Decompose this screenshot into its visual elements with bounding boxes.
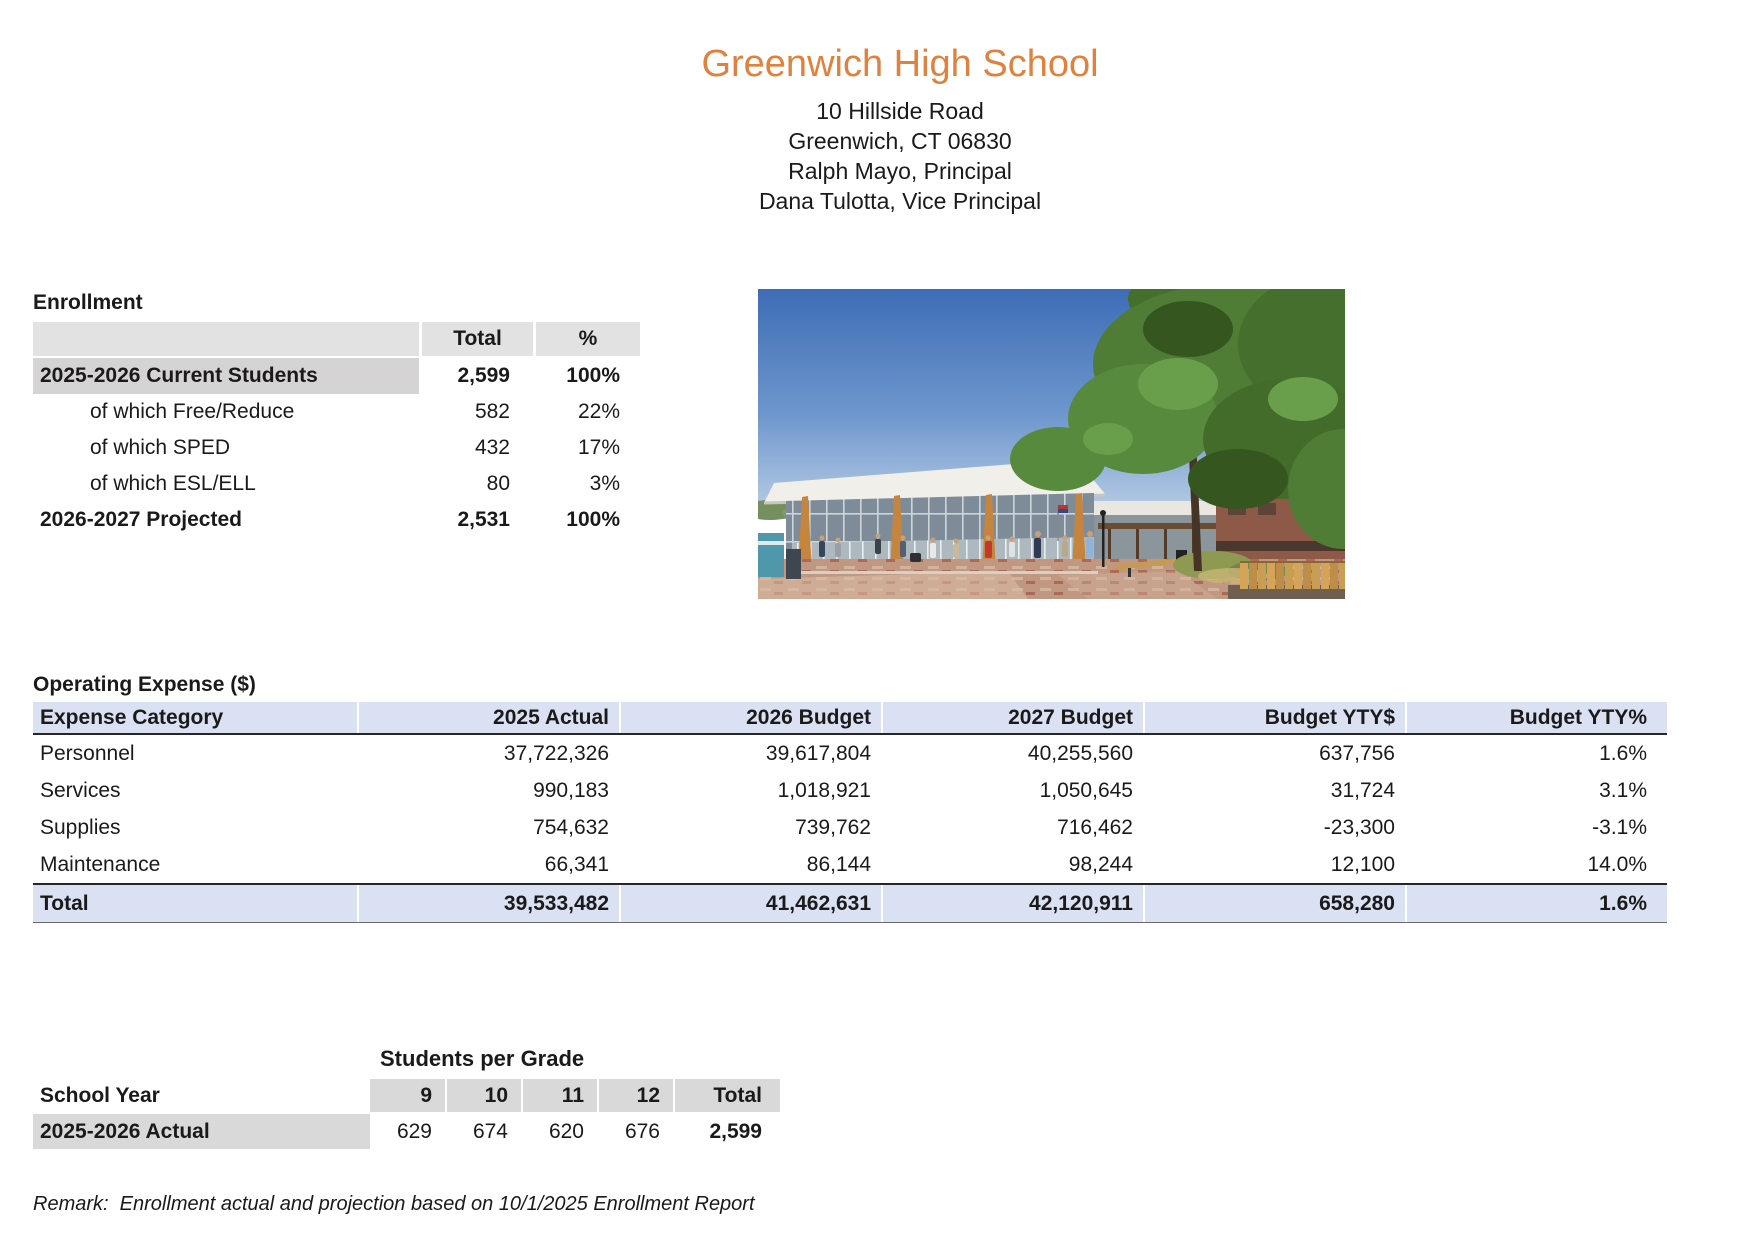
table-row: [33, 846, 1667, 883]
table-row: [33, 809, 1667, 846]
table-cell: -3.1%: [1592, 816, 1647, 839]
table-cell: 11: [521, 1079, 597, 1112]
table-cell: 22%: [577, 400, 620, 423]
table-row: [33, 772, 1667, 809]
enrollment-header-row: [33, 322, 640, 358]
table-cell: 2027 Budget: [881, 702, 1143, 733]
expense-header-row: [33, 702, 1667, 735]
table-cell: Services: [40, 779, 121, 802]
table-cell: 12: [597, 1079, 673, 1112]
table-cell: 2025-2026 Actual: [33, 1114, 370, 1149]
table-cell: 3.1%: [1599, 779, 1647, 802]
table-cell: 658,280: [1143, 885, 1405, 922]
table-row: [33, 430, 640, 466]
expense-total-row: [33, 883, 1667, 923]
students-per-grade-table: [33, 1079, 780, 1149]
table-cell: 1.6%: [1405, 885, 1667, 922]
table-cell: 716,462: [1057, 816, 1133, 839]
table-row: [33, 502, 640, 538]
table-cell: Budget YTY%: [1405, 702, 1667, 733]
table-cell: 2025-2026 Current Students: [33, 358, 419, 394]
school-photo: [758, 289, 1345, 599]
table-cell: School Year: [40, 1084, 160, 1107]
table-cell: 3%: [589, 472, 620, 495]
table-cell: [33, 322, 419, 356]
table-cell: 100%: [566, 508, 620, 531]
principal-line: Ralph Mayo, Principal: [788, 158, 1012, 184]
table-cell: 42,120,911: [881, 885, 1143, 922]
table-cell: 582: [474, 400, 510, 423]
enrollment-section: [33, 290, 640, 538]
table-cell: 2,599: [457, 364, 510, 387]
table-cell: 12,100: [1330, 853, 1395, 876]
table-cell: 14.0%: [1587, 853, 1647, 876]
table-cell: 1,018,921: [777, 779, 871, 802]
table-cell: of which SPED: [90, 436, 231, 459]
table-cell: 637,756: [1319, 742, 1395, 765]
table-cell: Personnel: [40, 742, 135, 765]
table-cell: 2026-2027 Projected: [40, 508, 242, 531]
table-cell: 620: [548, 1120, 584, 1143]
table-cell: 674: [472, 1120, 508, 1143]
operating-expense-section: [33, 672, 1667, 923]
students-per-grade-title: Students per Grade: [380, 1046, 585, 1071]
table-cell: -23,300: [1323, 816, 1395, 839]
table-cell: %: [533, 322, 640, 356]
table-cell: 40,255,560: [1027, 742, 1133, 765]
table-cell: of which Free/Reduce: [90, 400, 295, 423]
enrollment-title: Enrollment: [33, 291, 143, 314]
remark-note: Remark: Enrollment actual and projection based on 10/1/2025 Enrollment Report: [33, 1193, 755, 1215]
table-cell: of which ESL/ELL: [90, 472, 256, 495]
table-cell: 990,183: [533, 779, 609, 802]
table-cell: 86,144: [806, 853, 871, 876]
table-cell: Expense Category: [40, 706, 224, 729]
address-line-1: 10 Hillside Road: [816, 98, 984, 124]
table-cell: 2025 Actual: [357, 702, 619, 733]
table-row: [33, 1114, 780, 1149]
table-row: [33, 394, 640, 430]
table-cell: Total: [40, 892, 89, 915]
address-line-2: Greenwich, CT 06830: [788, 128, 1012, 154]
table-cell: Maintenance: [40, 853, 161, 876]
table-cell: 629: [396, 1120, 432, 1143]
table-cell: 31,724: [1330, 779, 1395, 802]
table-row: [33, 466, 640, 502]
operating-expense-title: Operating Expense ($): [33, 673, 256, 696]
grades-header-row: [33, 1079, 780, 1114]
table-cell: 37,722,326: [503, 742, 609, 765]
operating-expense-table: [33, 702, 1667, 923]
page-title: Greenwich High School: [701, 43, 1099, 85]
table-cell: 2,531: [457, 508, 510, 531]
table-cell: 100%: [566, 364, 620, 387]
table-cell: 80: [486, 472, 510, 495]
school-header: [28, 42, 1744, 216]
table-cell: 739,762: [795, 816, 871, 839]
table-cell: 17%: [577, 436, 620, 459]
table-cell: 9: [370, 1079, 445, 1112]
table-cell: 2026 Budget: [619, 702, 881, 733]
table-cell: 98,244: [1068, 853, 1133, 876]
table-cell: 432: [474, 436, 510, 459]
enrollment-table: [33, 322, 640, 538]
table-cell: Supplies: [40, 816, 121, 839]
table-cell: Budget YTY$: [1143, 702, 1405, 733]
vice-principal-line: Dana Tulotta, Vice Principal: [758, 188, 1042, 214]
table-cell: 2,599: [709, 1120, 762, 1143]
table-cell: Total: [673, 1079, 780, 1112]
students-per-grade-section: [33, 1045, 780, 1149]
table-cell: 1.6%: [1599, 742, 1647, 765]
table-row: [33, 358, 640, 394]
table-cell: 66,341: [544, 853, 609, 876]
table-cell: 41,462,631: [619, 885, 881, 922]
table-cell: 1,050,645: [1039, 779, 1133, 802]
table-cell: 10: [445, 1079, 521, 1112]
school-building-image: [758, 289, 1345, 599]
table-cell: 39,533,482: [357, 885, 619, 922]
table-cell: 39,617,804: [765, 742, 871, 765]
table-cell: Total: [419, 322, 533, 356]
table-row: [33, 735, 1667, 772]
table-cell: 676: [624, 1120, 660, 1143]
table-cell: 754,632: [533, 816, 609, 839]
